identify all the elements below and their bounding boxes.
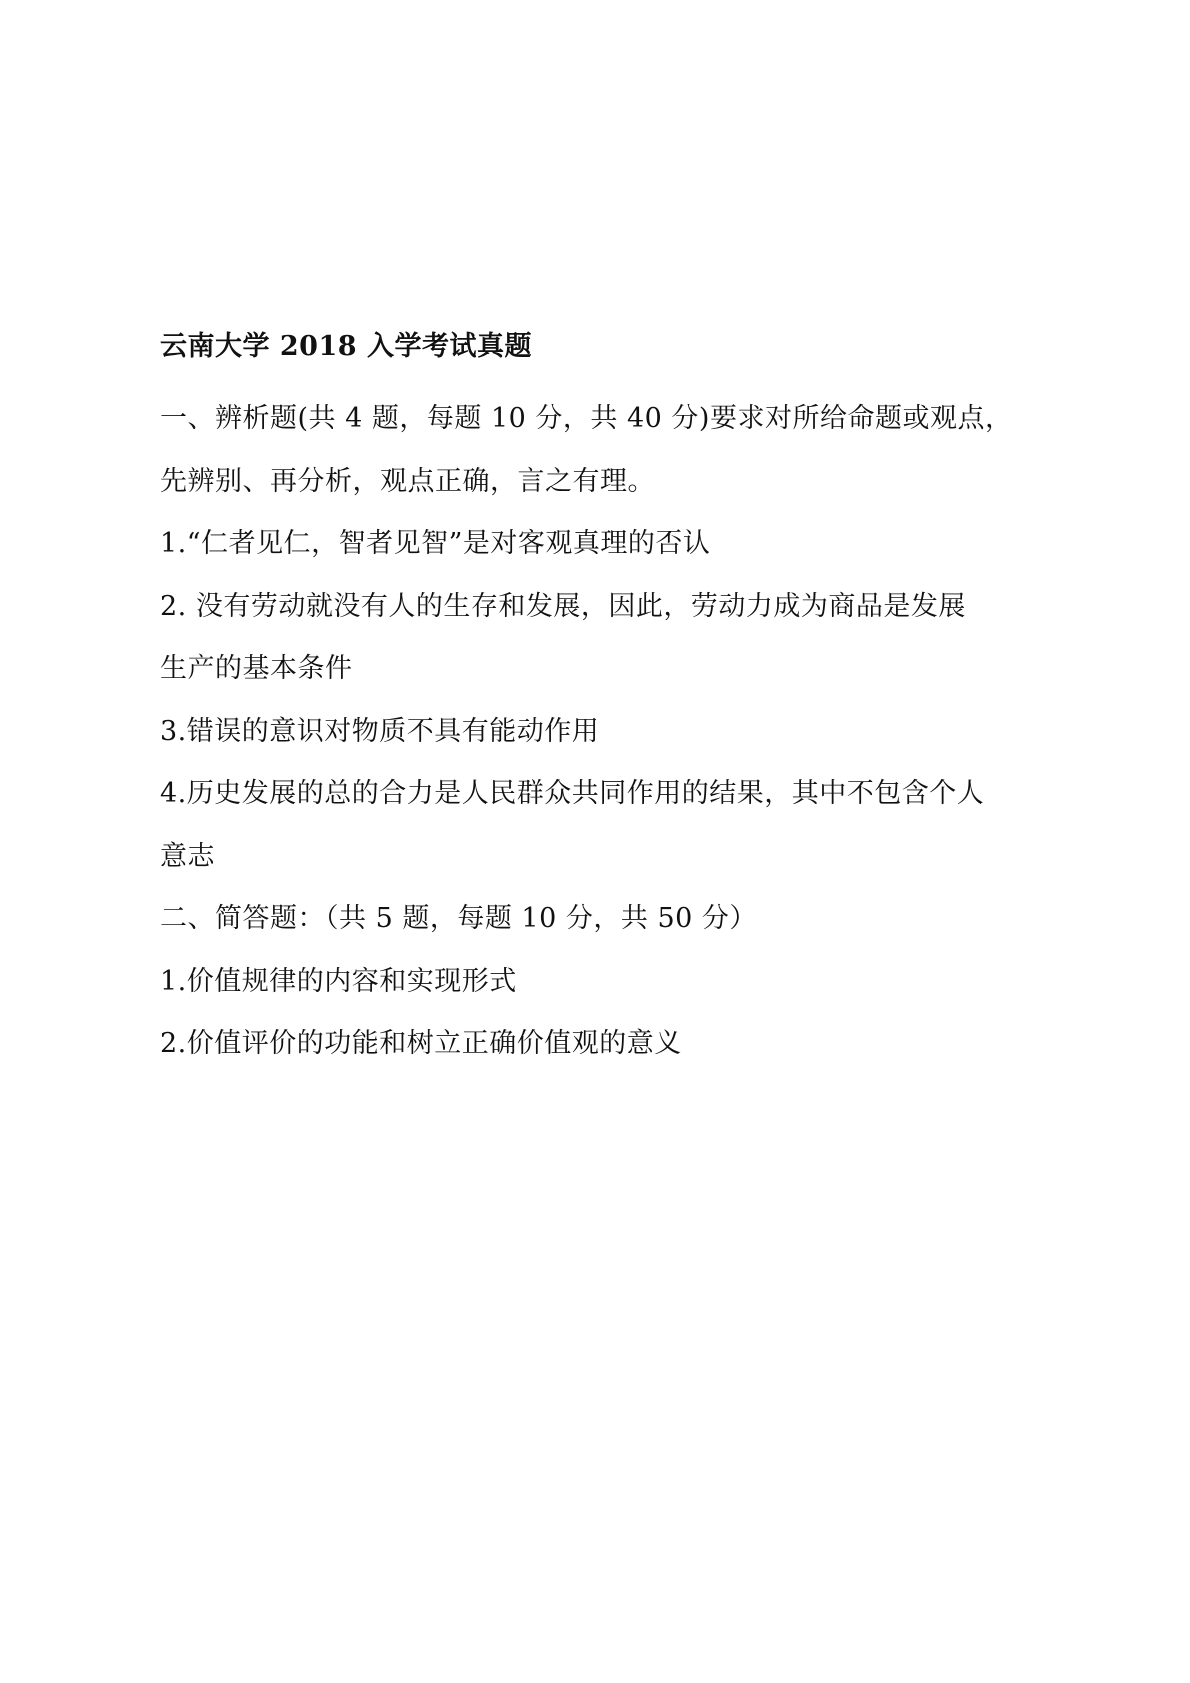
section1-heading-line1: 一、辨析题(共 4 题，每题 10 分，共 40 分)要求对所给命题或观点，	[160, 403, 1013, 434]
section2-item-2: 2.价值评价的功能和树立正确价值观的意义	[160, 1028, 682, 1059]
section1-item-1: 1.“仁者见仁，智者见智”是对客观真理的否认	[160, 528, 711, 559]
section1-heading-line2: 先辨别、再分析，观点正确，言之有理。	[160, 465, 655, 497]
section1-item-2-line2: 生产的基本条件	[160, 653, 353, 684]
exam-document	[160, 328, 1030, 1076]
section1-item-3: 3.错误的意识对物质不具有能动作用	[160, 715, 600, 747]
section1-item-2-line1: 2. 没有劳动就没有人的生存和发展，因此，劳动力成为商品是发展	[160, 590, 966, 622]
document-title: 云南大学 2018 入学考试真题	[160, 331, 532, 362]
section2-item-1: 1.价值规律的内容和实现形式	[160, 965, 517, 997]
section2-heading: 二、简答题：（共 5 题，每题 10 分，共 50 分）	[160, 903, 757, 934]
section1-item-4-line1: 4.历史发展的总的合力是人民群众共同作用的结果，其中不包含个人	[160, 778, 985, 809]
section1-item-4-line2: 意志	[160, 840, 215, 872]
